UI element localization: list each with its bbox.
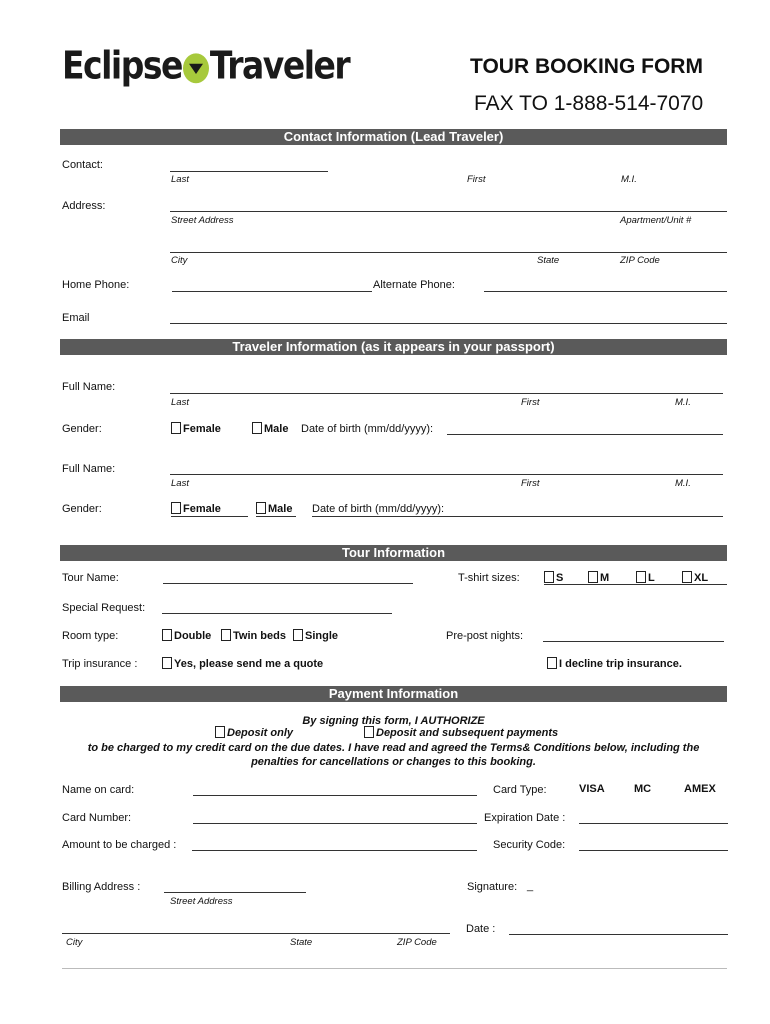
charge-terms-line2: penalties for cancellations or changes to this booking. [251, 756, 536, 768]
email-field[interactable] [170, 323, 727, 324]
date-label: Date : [466, 923, 496, 935]
room-single-label: Single [305, 630, 339, 642]
female-label: Female [183, 503, 221, 515]
amount-label: Amount to be charged : [62, 839, 177, 851]
tour-name-field[interactable] [163, 583, 413, 584]
checkbox-icon [162, 657, 172, 669]
alt-phone-field[interactable] [484, 291, 727, 292]
state-hint: State [290, 937, 313, 948]
first-hint: First [467, 174, 486, 185]
authorize-line: By signing this form, I AUTHORIZE [302, 715, 485, 727]
email-label: Email [62, 312, 90, 324]
special-request-label: Special Request: [62, 602, 146, 614]
checkbox-icon [171, 422, 181, 434]
logo-text-left: Eclipse [62, 43, 182, 88]
company-logo [62, 43, 349, 88]
tour-section-header: Tour Information [60, 545, 727, 561]
gender-label-2: Gender: [62, 503, 102, 515]
checkbox-icon [252, 422, 262, 434]
signature-label: Signature: [467, 881, 518, 893]
dob-field-1[interactable] [447, 434, 723, 435]
size-xl-option[interactable] [682, 571, 708, 584]
security-code-field[interactable] [579, 850, 728, 851]
billing-address-field[interactable] [164, 892, 306, 893]
checkbox-icon [682, 571, 692, 583]
insurance-yes-label: Yes, please send me a quote [174, 658, 324, 670]
name-on-card-field[interactable] [193, 795, 477, 796]
checkbox-icon [221, 629, 231, 641]
tshirt-underline [544, 584, 727, 585]
address-label: Address: [62, 200, 106, 212]
dob-label-1: Date of birth (mm/dd/yyyy): [301, 423, 434, 435]
contact-section-header: Contact Information (Lead Traveler) [60, 129, 727, 145]
size-s-label: S [556, 572, 564, 584]
size-l-option[interactable] [636, 571, 655, 584]
dob-label-2: Date of birth (mm/dd/yyyy): [312, 503, 445, 515]
date-field[interactable] [509, 934, 728, 935]
male-label: Male [268, 503, 293, 515]
first-hint: First [521, 397, 540, 408]
room-twin-label: Twin beds [233, 630, 286, 642]
last-hint: Last [171, 174, 189, 185]
female-underline [171, 516, 248, 517]
card-type-amex[interactable]: AMEX [684, 783, 716, 795]
room-type-label: Room type: [62, 630, 119, 642]
special-request-field[interactable] [162, 613, 392, 614]
full-name-field-1[interactable] [170, 393, 723, 394]
mi-hint: M.I. [675, 397, 691, 408]
name-on-card-label: Name on card: [62, 784, 135, 796]
room-single-option[interactable] [293, 629, 338, 642]
deposit-only-label: Deposit only [227, 727, 294, 739]
size-s-option[interactable] [544, 571, 563, 584]
zip-hint: ZIP Code [397, 937, 437, 948]
checkbox-icon [293, 629, 303, 641]
apt-hint: Apartment/Unit # [620, 215, 692, 226]
signature-field[interactable]: _ [527, 880, 534, 892]
room-double-label: Double [174, 630, 212, 642]
insurance-no-label: I decline trip insurance. [559, 658, 682, 670]
female-checkbox-2[interactable] [171, 502, 221, 515]
size-xl-label: XL [694, 572, 709, 584]
gender-label-1: Gender: [62, 423, 102, 435]
street-hint: Street Address [171, 215, 234, 226]
room-double-option[interactable] [162, 629, 211, 642]
checkbox-icon [256, 502, 266, 514]
card-type-mc[interactable]: MC [634, 783, 652, 795]
full-name-label-2: Full Name: [62, 463, 116, 475]
card-type-visa[interactable]: VISA [579, 783, 605, 795]
street-hint: Street Address [170, 896, 233, 907]
charge-terms-line1: to be charged to my credit card on the due dates. I have read and agreed the Terms& Conditions below, including the [87, 742, 700, 754]
pre-post-field[interactable] [543, 641, 724, 642]
insurance-label: Trip insurance : [62, 658, 138, 670]
home-phone-label: Home Phone: [62, 279, 130, 291]
male-checkbox-1[interactable] [252, 422, 288, 435]
footer-divider [62, 968, 727, 969]
contact-name-field[interactable] [170, 171, 328, 172]
checkbox-icon [547, 657, 557, 669]
expiration-field[interactable] [579, 823, 728, 824]
security-code-label: Security Code: [493, 839, 566, 851]
size-l-label: L [648, 572, 655, 584]
deposit-subsequent-checkbox[interactable] [364, 726, 558, 739]
female-label: Female [183, 423, 221, 435]
deposit-only-checkbox[interactable] [215, 726, 293, 739]
logo-arrow-icon [183, 53, 209, 83]
first-hint: First [521, 478, 540, 489]
state-hint: State [537, 255, 560, 266]
last-hint: Last [171, 397, 189, 408]
alt-phone-label: Alternate Phone: [373, 279, 455, 291]
last-hint: Last [171, 478, 189, 489]
checkbox-icon [364, 726, 374, 738]
checkbox-icon [171, 502, 181, 514]
traveler-section-header: Traveler Information (as it appears in your passport) [60, 339, 727, 355]
billing-address-label: Billing Address : [62, 881, 141, 893]
insurance-no-checkbox[interactable] [547, 657, 682, 670]
zip-hint: ZIP Code [620, 255, 660, 266]
male-checkbox-2[interactable] [256, 502, 292, 515]
amount-field[interactable] [192, 850, 477, 851]
full-name-label-1: Full Name: [62, 381, 116, 393]
pre-post-label: Pre-post nights: [446, 630, 524, 642]
dob-field-2[interactable] [312, 516, 723, 517]
street-address-field[interactable] [170, 211, 727, 212]
fax-number: FAX TO 1-888-514-7070 [474, 92, 704, 115]
card-number-label: Card Number: [62, 812, 132, 824]
checkbox-icon [636, 571, 646, 583]
form-title: TOUR BOOKING FORM [470, 55, 703, 78]
city-hint: City [66, 937, 83, 948]
card-type-label: Card Type: [493, 784, 547, 796]
city-state-zip-field[interactable] [170, 252, 727, 253]
mi-hint: M.I. [621, 174, 637, 185]
payment-section-header: Payment Information [60, 686, 727, 702]
city-hint: City [171, 255, 188, 266]
billing-city-line[interactable] [62, 933, 450, 934]
mi-hint: M.I. [675, 478, 691, 489]
checkbox-icon [215, 726, 225, 738]
insurance-yes-checkbox[interactable] [162, 657, 323, 670]
tshirt-label: T-shirt sizes: [458, 572, 520, 584]
tour-name-label: Tour Name: [62, 572, 119, 584]
expiration-label: Expiration Date : [484, 812, 566, 824]
size-m-option[interactable] [588, 571, 609, 584]
female-checkbox-1[interactable] [171, 422, 221, 435]
logo-text-right: Traveler [209, 43, 350, 88]
checkbox-icon [162, 629, 172, 641]
male-label: Male [264, 423, 289, 435]
home-phone-field[interactable] [172, 291, 372, 292]
size-m-label: M [600, 572, 610, 584]
contact-label: Contact: [62, 159, 103, 171]
deposit-subsequent-label: Deposit and subsequent payments [376, 727, 559, 739]
room-twin-option[interactable] [221, 629, 286, 642]
card-number-field[interactable] [193, 823, 477, 824]
checkbox-icon [588, 571, 598, 583]
checkbox-icon [544, 571, 554, 583]
male-underline [256, 516, 296, 517]
full-name-field-2[interactable] [170, 474, 723, 475]
